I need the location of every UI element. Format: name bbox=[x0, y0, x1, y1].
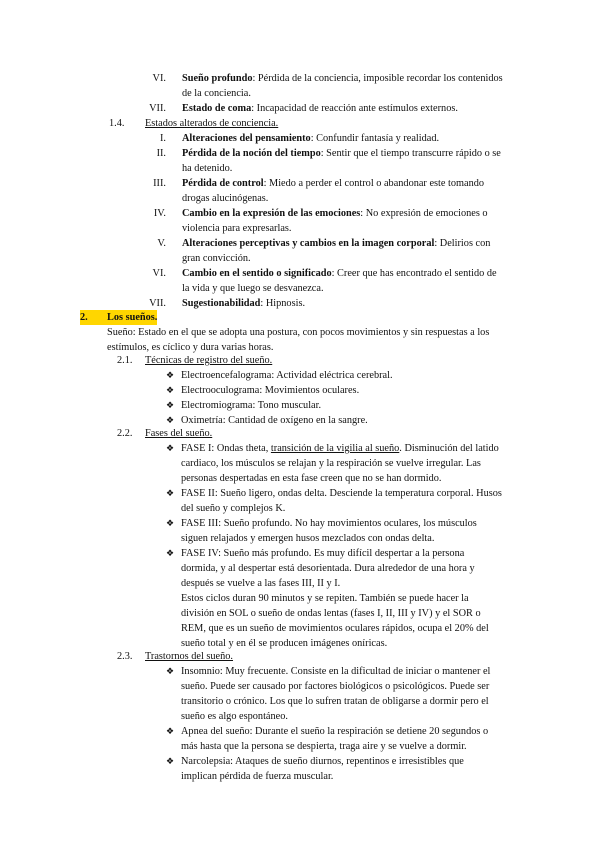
list-item-line: implican pérdida de fuerza muscular. bbox=[181, 771, 334, 782]
section-number: 2.1. bbox=[117, 355, 133, 366]
list-item-line: Apnea del sueño: Durante el sueño la respiración se detiene 20 segundos o bbox=[181, 726, 489, 737]
list-item-line: Electroencefalograma: Actividad eléctrica cerebral. bbox=[181, 370, 393, 381]
list-item-line: Cambio en el sentido o significado: Creer que has encontrado el sentido de bbox=[182, 268, 497, 279]
list-item-line: Oximetría: Cantidad de oxígeno en la sangre. bbox=[181, 415, 368, 426]
list-item-line: FASE IV: Sueño más profundo. Es muy difícil despertar a la persona bbox=[181, 548, 465, 559]
list-number: VI. bbox=[152, 268, 166, 279]
list-item-line: de la conciencia. bbox=[182, 88, 251, 99]
list-number: IV. bbox=[153, 208, 166, 219]
diamond-bullet-icon: ❖ bbox=[166, 518, 175, 528]
diamond-bullet-icon: ❖ bbox=[166, 370, 175, 380]
list-number: III. bbox=[153, 178, 166, 189]
section-heading: Fases del sueño. bbox=[145, 428, 213, 439]
list-item-line: cardiaco, los músculos se relajan y la respiración se vuelve irregular. Las bbox=[181, 458, 481, 469]
list-item-line: Pérdida de la noción del tiempo: Sentir que el tiempo transcurre rápido o se bbox=[182, 148, 501, 159]
paragraph-line: división en SOL o sueño de ondas lentas (fases I, II, III y IV) y el SOR o bbox=[181, 608, 481, 619]
diamond-bullet-icon: ❖ bbox=[166, 726, 175, 736]
section-number: 1.4. bbox=[109, 118, 125, 129]
list-item-line: Estado de coma: Incapacidad de reacción ante estímulos externos. bbox=[182, 103, 458, 114]
list-item-line: personas despertadas en esta fase creen que no se han dormido. bbox=[181, 473, 442, 484]
list-number: VII. bbox=[149, 103, 166, 114]
list-item-line: violencia para expresarlas. bbox=[182, 223, 292, 234]
list-item-line: Alteraciones perceptivas y cambios en la imagen corporal: Delirios con bbox=[182, 238, 491, 249]
list-item-line: dormida, y al despertar está desorientada. Dura alrededor de una hora y bbox=[181, 563, 475, 574]
list-item-line: la vida y que luego se desvanezca. bbox=[182, 283, 324, 294]
list-item-line: FASE I: Ondas theta, transición de la vigilia al sueño. Disminución del latido bbox=[181, 443, 499, 454]
list-item-line: Sugestionabilidad: Hipnosis. bbox=[182, 298, 306, 309]
list-item-line: después se vuelve a las fases III, II y I. bbox=[181, 578, 341, 589]
list-item-line: gran convicción. bbox=[182, 253, 251, 264]
paragraph-line: sueño total y en él se producen imágenes oníricas. bbox=[181, 638, 388, 649]
diamond-bullet-icon: ❖ bbox=[166, 385, 175, 395]
list-item-line: drogas alucinógenas. bbox=[182, 193, 269, 204]
list-item-line: ha detenido. bbox=[182, 163, 233, 174]
list-item-line: sueño es algo espontáneo. bbox=[181, 711, 288, 722]
list-item-line: Electromiograma: Tono muscular. bbox=[181, 400, 322, 411]
section-heading: Trastornos del sueño. bbox=[145, 651, 234, 662]
list-number: VI. bbox=[152, 73, 166, 84]
list-item-line: del sueño y complejos K. bbox=[181, 503, 286, 514]
paragraph-line: Estos ciclos duran 90 minutos y se repiten. También se puede hacer la bbox=[181, 593, 469, 604]
list-item-line: más hasta que la persona se despierta, traga aire y se vuelve a dormir. bbox=[181, 741, 467, 752]
section-number: 2.2. bbox=[117, 428, 133, 439]
list-item-line: FASE II: Sueño ligero, ondas delta. Desciende la temperatura corporal. Husos bbox=[181, 488, 502, 499]
diamond-bullet-icon: ❖ bbox=[166, 415, 175, 425]
paragraph-line: REM, que es un sueño de movimientos oculares rápidos, ocupa el 20% del bbox=[181, 623, 489, 634]
diamond-bullet-icon: ❖ bbox=[166, 666, 175, 676]
diamond-bullet-icon: ❖ bbox=[166, 400, 175, 410]
list-number: I. bbox=[159, 133, 166, 144]
paragraph-line: Sueño: Estado en el que se adopta una postura, con pocos movimientos y sin respuestas a los bbox=[107, 327, 490, 338]
list-number: II. bbox=[156, 148, 166, 159]
diamond-bullet-icon: ❖ bbox=[166, 756, 175, 766]
section-heading: Técnicas de registro del sueño. bbox=[145, 355, 273, 366]
list-item-line: transitorio o crónico. Los que lo sufren tratan de obligarse a dormir pero el bbox=[181, 696, 489, 707]
list-item-line: Sueño profundo: Pérdida de la conciencia, imposible recordar los contenidos bbox=[182, 73, 503, 84]
list-item-line: FASE III: Sueño profundo. No hay movimientos oculares, los músculos bbox=[181, 518, 477, 529]
list-item-line: Alteraciones del pensamiento: Confundir fantasía y realidad. bbox=[182, 133, 440, 144]
list-item-line: siguen relajados y emergen husos mezclados con ondas delta. bbox=[181, 533, 435, 544]
diamond-bullet-icon: ❖ bbox=[166, 488, 175, 498]
list-item-line: Narcolepsia: Ataques de sueño diurnos, repentinos e irresistibles que bbox=[181, 756, 464, 767]
list-item-line: Pérdida de control: Miedo a perder el control o abandonar este tomando bbox=[182, 178, 485, 189]
diamond-bullet-icon: ❖ bbox=[166, 443, 175, 453]
paragraph-line: estímulos, es cíclico y dura varias horas. bbox=[107, 342, 274, 353]
section-number: 2.3. bbox=[117, 651, 133, 662]
section-heading: Los sueños. bbox=[107, 312, 158, 323]
list-number: V. bbox=[157, 238, 166, 249]
list-item-line: sueño. Puede ser causado por factores biológicos o psicológicos. Puede ser bbox=[181, 681, 490, 692]
section-number: 2. bbox=[80, 310, 122, 325]
list-item-line: Insomnio: Muy frecuente. Consiste en la dificultad de iniciar o mantener el bbox=[181, 666, 491, 677]
list-number: VII. bbox=[149, 298, 166, 309]
section-heading: Estados alterados de conciencia. bbox=[145, 118, 279, 129]
list-item-line: Electrooculograma: Movimientos oculares. bbox=[181, 385, 360, 396]
diamond-bullet-icon: ❖ bbox=[166, 548, 175, 558]
list-item-line: Cambio en la expresión de las emociones: No expresión de emociones o bbox=[182, 208, 488, 219]
